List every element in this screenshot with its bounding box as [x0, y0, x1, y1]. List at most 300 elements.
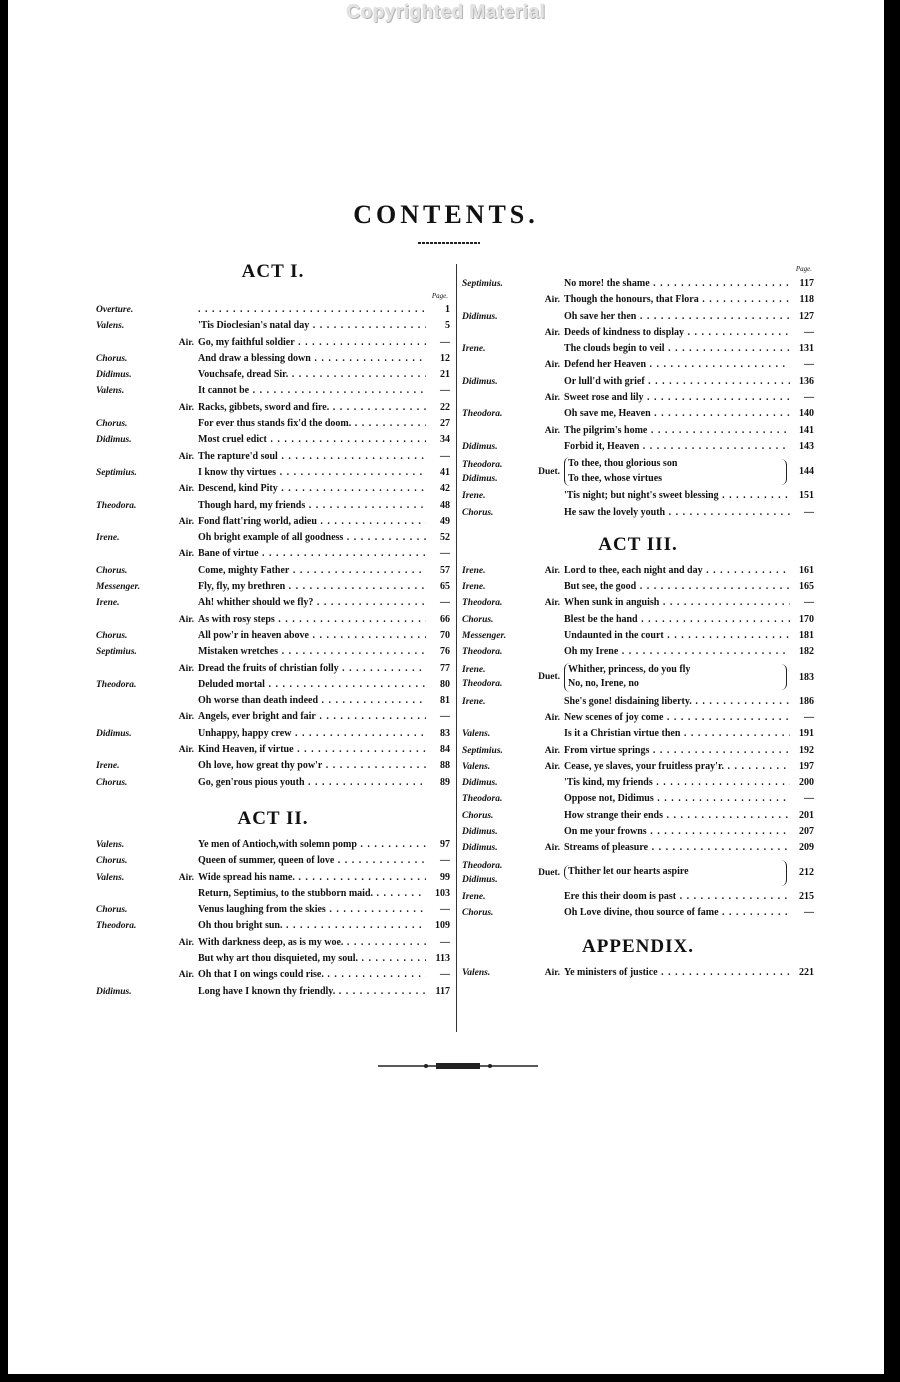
duet-entry: [462, 457, 814, 486]
title-ornament-rule: [418, 242, 480, 244]
act-3-heading: ACT III.: [598, 533, 678, 555]
air-marker: Air.: [178, 402, 194, 413]
page-number: 161: [799, 564, 814, 576]
entry-title: She's gone! disdaining liberty. . . .: [564, 694, 790, 710]
page-number: 65: [440, 581, 450, 593]
page-number: 131: [799, 343, 814, 355]
contents-entry: [96, 367, 450, 383]
entry-title: But why art thou disquieted, my soul. . . .: [198, 951, 426, 967]
contents-entry: [96, 416, 450, 432]
character-name: Theodora.: [96, 921, 137, 932]
contents-entry: [462, 759, 814, 775]
page-number: 84: [440, 744, 450, 756]
page-number: 52: [440, 532, 450, 544]
page-number: 170: [799, 613, 814, 625]
entry-title: Go, gen'rous pious youth . . .: [198, 775, 426, 791]
air-marker: Air.: [544, 968, 560, 979]
character-name: Theodora.: [462, 459, 503, 470]
contents-entry: [96, 465, 450, 481]
page-number: 212: [799, 867, 814, 879]
left-column: [96, 258, 450, 1000]
contents-entry: [462, 423, 814, 439]
duet-marker: Duet.: [538, 867, 560, 878]
character-name: Didimus.: [96, 728, 132, 739]
page-number: 89: [440, 776, 450, 788]
page-number: 49: [440, 515, 450, 527]
entry-title: Deluded mortal . . .: [198, 677, 426, 693]
character-name: Chorus.: [462, 507, 494, 518]
contents-entry: [96, 870, 450, 886]
page-number: —: [804, 506, 814, 518]
entry-title: Oh save her then . . .: [564, 309, 790, 325]
page-number: 165: [799, 581, 814, 593]
page-number: 215: [799, 890, 814, 902]
duet-characters: [462, 859, 534, 887]
entry-title: From virtue springs . . .: [564, 743, 790, 759]
character-name: Theodora.: [96, 500, 137, 511]
page-number: —: [804, 326, 814, 338]
entry-title: I know thy virtues . . .: [198, 465, 426, 481]
contents-entry: [96, 935, 450, 951]
page-number: 183: [799, 671, 814, 683]
entry-title: Deeds of kindness to display . . .: [564, 325, 790, 341]
contents-entry: [462, 775, 814, 791]
entry-title: Ye ministers of justice . . .: [564, 965, 790, 981]
entry-title: Racks, gibbets, sword and fire. . . .: [198, 400, 426, 416]
copyright-watermark: Copyrighted Material: [346, 2, 546, 23]
air-marker: Air.: [544, 360, 560, 371]
entry-title: Dread the fruits of christian folly . . .: [198, 661, 426, 677]
contents-entry: [462, 563, 814, 579]
page-column-label: Page.: [431, 292, 448, 300]
entry-title: Or lull'd with grief . . .: [564, 374, 790, 390]
contents-entry: [462, 612, 814, 628]
character-name: Messenger.: [462, 631, 507, 642]
contents-entry: [462, 439, 814, 455]
contents-entry: [96, 432, 450, 448]
air-marker: Air.: [178, 337, 194, 348]
page-number: —: [440, 548, 450, 560]
entry-title: Defend her Heaven . . .: [564, 357, 790, 373]
air-marker: Air.: [178, 970, 194, 981]
appendix-list: [462, 965, 814, 981]
air-marker: Air.: [178, 549, 194, 560]
air-marker: Air.: [178, 516, 194, 527]
entry-title: Oppose not, Didimus . . .: [564, 791, 790, 807]
page-number: 42: [440, 483, 450, 495]
character-name: Valens.: [462, 729, 491, 740]
entry-title: Angels, ever bright and fair . . .: [198, 709, 426, 725]
air-marker: Air.: [178, 484, 194, 495]
page-column-label: Page.: [795, 265, 812, 273]
duet-characters: [462, 663, 534, 691]
entry-title: Oh love, how great thy pow'r . . .: [198, 758, 426, 774]
entry-title: Sweet rose and lily . . .: [564, 390, 790, 406]
duet-entry: [462, 859, 814, 887]
closing-brace: [780, 860, 787, 886]
character-name: Irene.: [462, 491, 486, 502]
page-number: 27: [440, 418, 450, 430]
duet-lines: [564, 865, 777, 880]
page-number: 81: [440, 695, 450, 707]
contents-entry: [96, 514, 450, 530]
contents-entry: [96, 563, 450, 579]
entry-title: Undaunted in the court . . .: [564, 628, 790, 644]
contents-entry: [96, 758, 450, 774]
character-name: Didimus.: [462, 843, 498, 854]
air-marker: Air.: [544, 393, 560, 404]
page-number: 118: [799, 294, 814, 306]
contents-entry: [462, 505, 814, 521]
character-name: Irene.: [462, 344, 486, 355]
act-2-end-list: [462, 488, 814, 521]
contents-entry: [462, 390, 814, 406]
page-number: 34: [440, 434, 450, 446]
air-marker: Air.: [544, 712, 560, 723]
contents-entry: [96, 595, 450, 611]
character-name: Didimus.: [96, 435, 132, 446]
page-number: 141: [799, 424, 814, 436]
entry-title: Blest be the hand . . .: [564, 612, 790, 628]
character-name: Didimus.: [462, 441, 498, 452]
character-name: Chorus.: [96, 905, 128, 916]
page-number: 76: [440, 646, 450, 658]
contents-entry: [462, 325, 814, 341]
entry-title: All pow'r in heaven above . . .: [198, 628, 426, 644]
entry-title: To thee, thou glorious son: [568, 458, 678, 470]
page-number: 117: [799, 278, 814, 289]
character-name: Didimus.: [462, 827, 498, 838]
page-number: —: [440, 450, 450, 462]
page-number: —: [440, 904, 450, 916]
character-name: Chorus.: [96, 353, 128, 364]
entry-title: Lord to thee, each night and day . . .: [564, 563, 790, 579]
entry-title: Oh thou bright sun. . . .: [198, 918, 426, 934]
page-title: CONTENTS.: [353, 200, 539, 229]
page-number: 186: [799, 695, 814, 707]
contents-entry: [96, 481, 450, 497]
page-number: —: [440, 711, 450, 723]
character-name: Irene.: [462, 582, 486, 593]
character-name: Theodora.: [462, 794, 503, 805]
contents-entry: [462, 309, 814, 325]
page-number: 144: [799, 466, 814, 478]
contents-entry: [462, 889, 814, 905]
page-number: 21: [440, 369, 450, 381]
contents-entry: [96, 546, 450, 562]
page-number: 22: [440, 401, 450, 413]
contents-entry: [462, 595, 814, 611]
act-3-list-c: [462, 889, 814, 922]
entry-title: Bane of virtue . . .: [198, 546, 426, 562]
duet-characters: [462, 458, 534, 486]
contents-entry: [462, 357, 814, 373]
contents-entry: [462, 808, 814, 824]
contents-entry: [462, 644, 814, 660]
entry-title: Vouchsafe, dread Sir. . . .: [198, 367, 426, 383]
entry-title: Long have I known thy friendly. . . .: [198, 984, 426, 1000]
character-name: Theodora.: [462, 679, 503, 690]
entry-title: Ere this their doom is past . . .: [564, 889, 790, 905]
page-number: 83: [440, 727, 450, 739]
character-name: Septimius.: [462, 279, 503, 289]
entry-title: The clouds begin to veil . . .: [564, 341, 790, 357]
contents-entry: [462, 579, 814, 595]
page-number: 201: [799, 809, 814, 821]
page-number: —: [440, 385, 450, 397]
contents-entry: [462, 710, 814, 726]
contents-entry: [96, 498, 450, 514]
character-name: Chorus.: [96, 856, 128, 867]
character-name: Didimus.: [462, 874, 498, 885]
air-marker: Air.: [178, 451, 194, 462]
page-number: 41: [440, 466, 450, 478]
entry-title: 'Tis night; but night's sweet blessing . . .: [564, 488, 790, 504]
entry-title: Oh save me, Heaven . . .: [564, 406, 790, 422]
entry-title: But see, the good . . .: [564, 579, 790, 595]
contents-entry: [96, 661, 450, 677]
contents-entry: [462, 628, 814, 644]
page-number: 48: [440, 499, 450, 511]
contents-entry: [462, 292, 814, 308]
air-marker: Air.: [544, 565, 560, 576]
entry-title: Come, mighty Father . . .: [198, 563, 426, 579]
contents-entry: [462, 341, 814, 357]
character-name: Valens.: [96, 386, 125, 397]
document-page: [8, 0, 884, 1374]
page-number: 117: [435, 985, 450, 997]
entry-title: For ever thus stands fix'd the doom. . . .: [198, 416, 426, 432]
character-name: Chorus.: [96, 565, 128, 576]
entry-title: Unhappy, happy crew . . .: [198, 726, 426, 742]
character-name: Didimus.: [462, 311, 498, 322]
act-1-heading: ACT I.: [241, 261, 305, 282]
character-name: Irene.: [462, 565, 486, 576]
contents-entry: [462, 276, 814, 292]
act-3-list-a: [462, 563, 814, 661]
duet-entry: [462, 663, 814, 692]
entry-title: Ah! whither should we fly? . . .: [198, 595, 426, 611]
character-name: Irene.: [462, 696, 486, 707]
entry-title: Though hard, my friends . . .: [198, 498, 426, 514]
air-marker: Air.: [544, 598, 560, 609]
character-name: Chorus.: [96, 419, 128, 430]
page-number: 207: [799, 826, 814, 838]
character-name: Valens.: [96, 321, 125, 332]
duet-lines: [564, 457, 777, 486]
contents-entry: [96, 579, 450, 595]
contents-entry: [96, 984, 450, 1000]
entry-title: [198, 302, 426, 318]
contents-entry: [462, 694, 814, 710]
act-3-list-b: [462, 694, 814, 857]
contents-entry: [462, 840, 814, 856]
contents-entry: [96, 644, 450, 660]
page-number: 182: [799, 646, 814, 658]
contents-entry: [462, 743, 814, 759]
page-number: 143: [799, 440, 814, 452]
contents-entry: [462, 965, 814, 981]
contents-entry: [96, 302, 450, 318]
entry-title: The rapture'd soul . . .: [198, 449, 426, 465]
entry-title: 'Tis kind, my friends . . .: [564, 775, 790, 791]
entry-title: On me your frowns . . .: [564, 824, 790, 840]
entry-title: Most cruel edict . . .: [198, 432, 426, 448]
character-name: Septimius.: [462, 745, 503, 756]
page-number: —: [440, 969, 450, 981]
page-number: —: [440, 855, 450, 867]
duet-brace: [564, 663, 790, 692]
closing-brace: [780, 459, 787, 485]
contents-entry: [96, 693, 450, 709]
page-number: 80: [440, 678, 450, 690]
entry-title: Wide spread his name. . . .: [198, 870, 426, 886]
contents-entry: [96, 400, 450, 416]
entry-title: Go, my faithful soldier . . .: [198, 335, 426, 351]
entry-title: Return, Septimius, to the stubborn maid. . . .: [198, 886, 426, 902]
entry-title: Whither, princess, do you fly: [568, 663, 691, 675]
character-name: Theodora.: [462, 598, 503, 609]
character-name: Theodora.: [462, 647, 503, 658]
contents-entry: [462, 488, 814, 504]
closing-brace: [780, 664, 787, 690]
act-2-heading: ACT II.: [237, 807, 309, 829]
entry-title: No, no, Irene, no: [568, 678, 639, 690]
entry-title: Mistaken wretches . . .: [198, 644, 426, 660]
contents-entry: [96, 335, 450, 351]
act-1-list: [96, 302, 450, 791]
contents-entry: [96, 742, 450, 758]
entry-title: Cease, ye slaves, your fruitless pray'r. . . .: [564, 759, 790, 775]
character-name: Didimus.: [462, 376, 498, 387]
character-name: Chorus.: [96, 777, 128, 788]
contents-entry: [462, 791, 814, 807]
contents-entry: [96, 886, 450, 902]
entry-title: The pilgrim's home . . .: [564, 423, 790, 439]
contents-entry: [96, 318, 450, 334]
page-number: 191: [799, 728, 814, 740]
entry-title: Oh worse than death indeed . . .: [198, 693, 426, 709]
contents-entry: [462, 824, 814, 840]
air-marker: Air.: [544, 327, 560, 338]
entry-title: As with rosy steps . . .: [198, 612, 426, 628]
page-number: 57: [440, 564, 450, 576]
page-number: 1: [445, 304, 450, 315]
page-number: 103: [435, 887, 450, 899]
character-name: Chorus.: [96, 630, 128, 641]
character-name: Irene.: [96, 761, 120, 772]
page-number: 197: [799, 760, 814, 772]
contents-entry: [96, 612, 450, 628]
page-number: 99: [440, 871, 450, 883]
page-number: 200: [799, 777, 814, 789]
contents-entry: [96, 351, 450, 367]
page-number: —: [804, 793, 814, 805]
page-number: 136: [799, 375, 814, 387]
duet-brace: [564, 457, 790, 486]
page-number: —: [440, 336, 450, 348]
page-number: 113: [435, 952, 450, 964]
air-marker: Air.: [544, 843, 560, 854]
page-number: 192: [799, 744, 814, 756]
column-divider: [456, 264, 457, 1032]
entry-title: New scenes of joy come . . .: [564, 710, 790, 726]
entry-title: Streams of pleasure . . .: [564, 840, 790, 856]
character-name: Theodora.: [96, 679, 137, 690]
entry-title: Venus laughing from the skies . . .: [198, 902, 426, 918]
duet-marker: Duet.: [538, 672, 560, 683]
entry-title: When sunk in anguish . . .: [564, 595, 790, 611]
air-marker: Air.: [178, 614, 194, 625]
contents-entry: [96, 677, 450, 693]
entry-title: And draw a blessing down . . .: [198, 351, 426, 367]
entry-title: With darkness deep, as is my woe. . . .: [198, 935, 426, 951]
character-name: Messenger.: [96, 582, 141, 593]
entry-title: Oh bright example of all goodness . . .: [198, 530, 426, 546]
page-number: 5: [445, 320, 450, 332]
contents-entry: [462, 406, 814, 422]
page-number: 151: [799, 490, 814, 502]
right-column: [462, 258, 814, 982]
entry-title: 'Tis Dioclesian's natal day . . .: [198, 318, 426, 334]
page-number: 140: [799, 408, 814, 420]
contents-entry: [96, 530, 450, 546]
entry-title: Forbid it, Heaven . . .: [564, 439, 790, 455]
contents-entry: [96, 918, 450, 934]
page-number: —: [804, 906, 814, 918]
character-name: Irene.: [96, 598, 120, 609]
entry-title: No more! the shame . . .: [564, 276, 790, 292]
air-marker: Air.: [178, 712, 194, 723]
page-number: —: [804, 359, 814, 371]
bottom-ornament: [378, 1062, 538, 1070]
contents-entry: [96, 837, 450, 853]
character-name: Valens.: [96, 839, 125, 850]
entry-title: Though the honours, that Flora . . .: [564, 292, 790, 308]
character-name: Septimius.: [96, 467, 137, 478]
contents-entry: [96, 853, 450, 869]
duet-marker: Duet.: [538, 466, 560, 477]
appendix-heading: APPENDIX.: [582, 936, 694, 958]
air-marker: Air.: [544, 425, 560, 436]
contents-entry: [462, 374, 814, 390]
character-name: Chorus.: [462, 810, 494, 821]
entry-title: Thither let our hearts aspire: [568, 866, 689, 878]
entry-title: Fly, fly, my brethren . . .: [198, 579, 426, 595]
page-number: —: [440, 597, 450, 609]
contents-entry: [96, 951, 450, 967]
entry-title: To thee, whose virtues: [568, 472, 663, 484]
character-name: Didimus.: [96, 986, 132, 997]
contents-entry: [96, 383, 450, 399]
page-number: 88: [440, 760, 450, 772]
air-marker: Air.: [178, 872, 194, 883]
contents-entry: [96, 726, 450, 742]
contents-entry: [462, 905, 814, 921]
entry-title: Oh Love divine, thou source of fame . . .: [564, 905, 790, 921]
air-marker: Air.: [178, 937, 194, 948]
act-2-continued-list: [462, 276, 814, 455]
entry-title: Is it a Christian virtue then . . .: [564, 726, 790, 742]
character-name: Valens.: [96, 872, 125, 883]
character-name: Valens.: [462, 761, 491, 772]
entry-title: Ye men of Antioch,with solemn pomp . . .: [198, 837, 426, 853]
entry-title: Oh my Irene . . .: [564, 644, 790, 660]
contents-entry: [96, 902, 450, 918]
page-number: 70: [440, 629, 450, 641]
contents-entry: [96, 628, 450, 644]
character-name: Overture.: [96, 305, 134, 315]
